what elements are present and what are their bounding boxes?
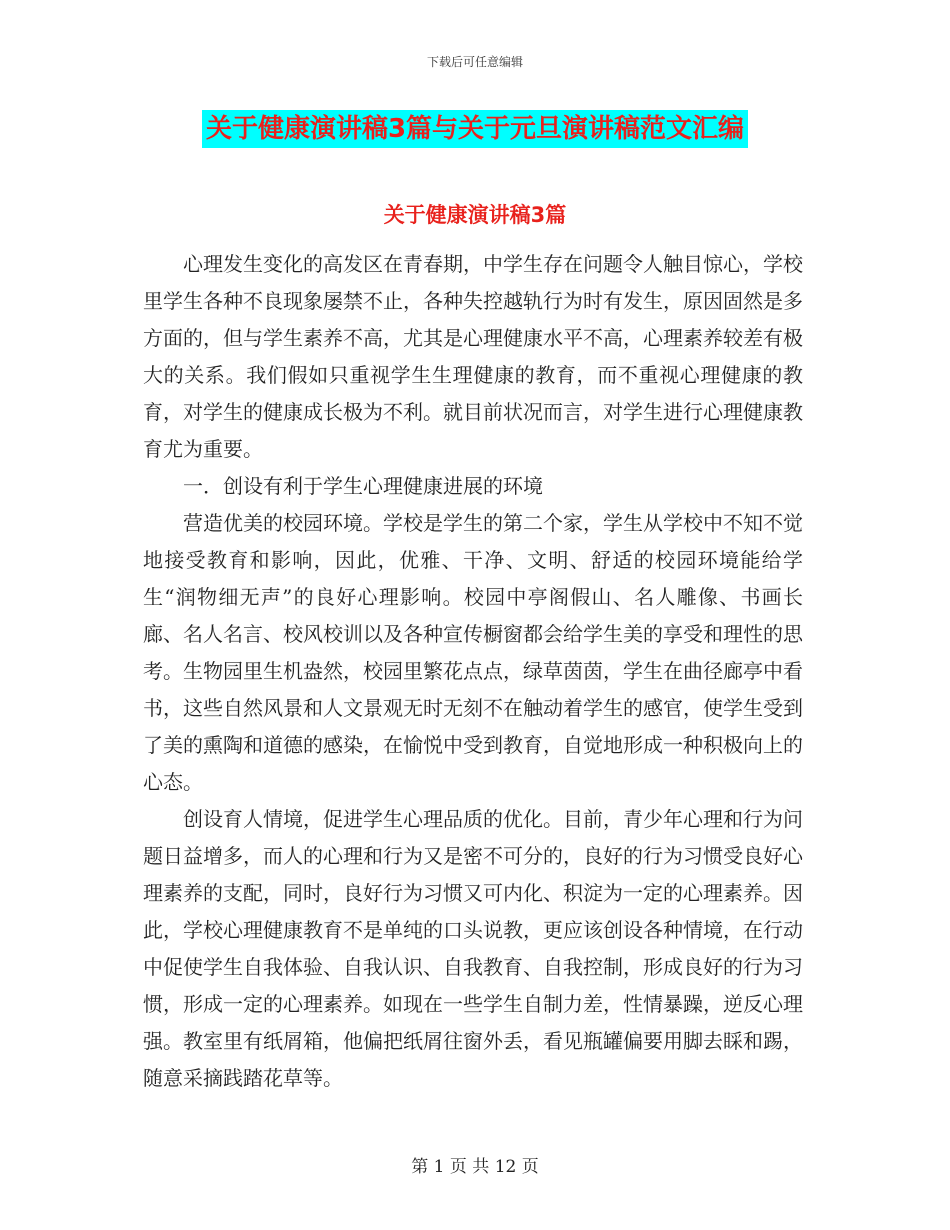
paragraph: 创设育人情境，促进学生心理品质的优化。目前，青少年心理和行为问题日益增多，而人的心理和行为又是密不可分的，良好的行为习惯受良好心理素养的支配，同时，良好行为习惯又可内化、积淀为一定的心理素养。因此，学校心理健康教育不是单纯的口头说教，更应该创设各种情境，在行动中促使学生自我体验、自我认识、自我教育、自我控制，形成良好的行为习惯，形成一定的心理素养。如现在一些学生自制力差，性情暴躁，逆反心理强。教室里有纸屑箱，他偏把纸屑往窗外丢，看见瓶罐偏要用脚去睬和踢，随意采摘践踏花草等。 (143, 807, 803, 1090)
section-heading: 一．创设有利于学生心理健康进展的环境 (183, 474, 543, 498)
document-title-container (0, 110, 950, 148)
section-title: 关于健康演讲稿3篇 (383, 203, 567, 227)
paragraph: 心理发生变化的高发区在青春期，中学生存在问题令人触目惊心，学校里学生各种不良现象屡禁不止，各种失控越轨行为时有发生，原因固然是多方面的，但与学生素养不高，尤其是心理健康水平不高，心理素养较差有极大的关系。我们假如只重视学生生理健康的教育，而不重视心理健康的教育，对学生的健康成长极为不利。就目前状况而言，对学生进行心理健康教育尤为重要。 (143, 252, 803, 461)
document-body (143, 246, 803, 1097)
paragraph: 营造优美的校园环境。学校是学生的第二个家，学生从学校中不知不觉地接受教育和影响，因此，优雅、干净、文明、舒适的校园环境能给学生“润物细无声”的良好心理影响。校园中亭阁假山、名人雕像、书画长廊、名人名言、校风校训以及各种宣传橱窗都会给学生美的享受和理性的思考。生物园里生机盎然，校园里繁花点点，绿草茵茵，学生在曲径廊亭中看书，这些自然风景和人文景观无时无刻不在触动着学生的感官，使学生受到了美的熏陶和道德的感染，在愉悦中受到教育，自觉地形成一种积极向上的心态。 (143, 511, 803, 794)
document-title: 关于健康演讲稿3篇与关于元旦演讲稿范文汇编 (202, 110, 748, 148)
page-indicator: 第 1 页 共 12 页 (411, 1157, 539, 1177)
header-note: 下载后可任意编辑 (426, 55, 523, 69)
